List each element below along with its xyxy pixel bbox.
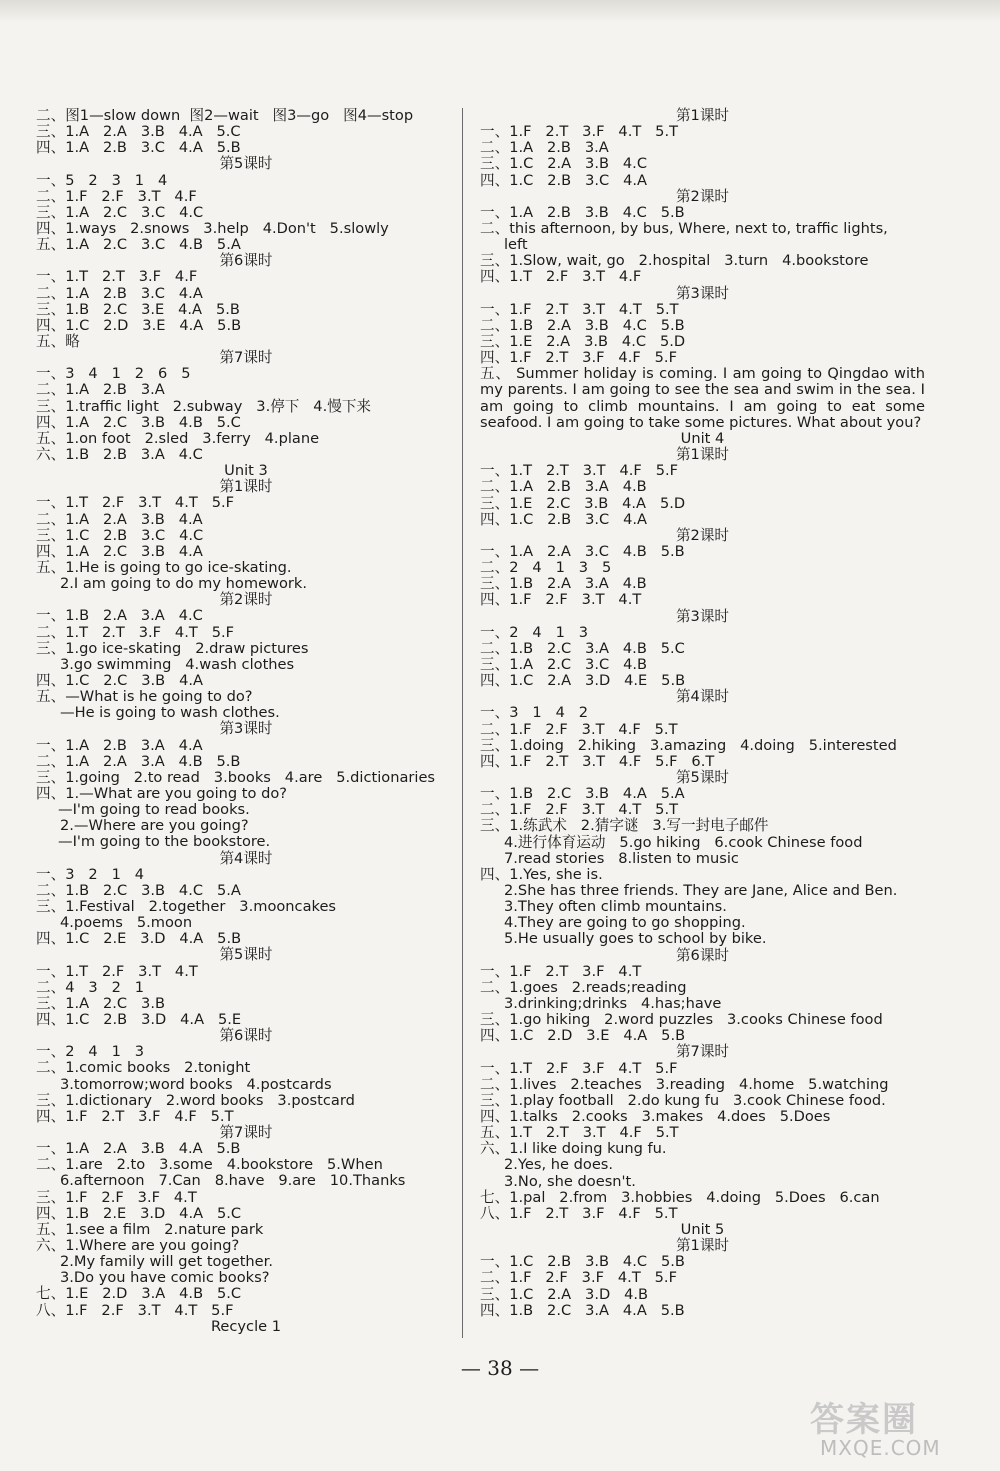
answer-line: 四、1.A 2.B 3.C 4.A 5.B <box>36 139 241 157</box>
answer-line: 一、1.F 2.T 3.T 4.T 5.T <box>480 300 679 318</box>
answer-line: 三、1.play football 2.do kung fu 3.cook Chinese food. <box>480 1091 886 1109</box>
section-heading: 第6课时 <box>219 252 273 270</box>
section-heading: 第2课时 <box>219 591 273 609</box>
answer-line: 四、1.B 2.E 3.D 4.A 5.C <box>36 1204 242 1222</box>
answer-line: 四、1.F 2.T 3.T 4.F 5.F 6.T <box>480 752 715 770</box>
section-heading: 第2课时 <box>675 187 730 205</box>
answer-line: 四、1.C 2.B 3.D 4.A 5.E <box>36 1011 242 1029</box>
answer-line: 一、1.B 2.A 3.A 4.C <box>36 607 203 625</box>
answer-line: 一、1.A 2.A 3.C 4.B 5.B <box>480 542 685 560</box>
answer-line: 四、1.Yes, she is. <box>480 865 603 883</box>
answer-line: 2.Yes, he does. <box>504 1156 614 1174</box>
answer-line: 二、2 4 1 3 5 <box>480 559 612 577</box>
answer-line: 四、1.T 2.F 3.T 4.F <box>480 268 642 286</box>
answer-line: 二、1.are 2.to 3.some 4.bookstore 5.When <box>36 1156 383 1174</box>
answer-line: 一、1.F 2.T 3.F 4.T <box>480 962 642 980</box>
column-divider <box>462 108 463 1338</box>
answer-line: 一、1.T 2.F 3.T 4.T <box>36 962 198 980</box>
section-heading: 第4课时 <box>675 688 730 706</box>
answer-line: 八、1.F 2.F 3.T 4.T 5.F <box>36 1301 234 1319</box>
answer-line: 三、1.E 2.C 3.B 4.A 5.D <box>480 494 686 512</box>
section-heading: 第2课时 <box>675 526 730 544</box>
section-heading: 第3课时 <box>675 284 730 302</box>
scan-top-edge <box>0 0 1000 22</box>
answer-line: 三、1.doing 2.hiking 3.amazing 4.doing 5.interested <box>480 736 897 754</box>
section-heading: Unit 3 <box>224 462 268 480</box>
answer-line: 3.go swimming 4.wash clothes <box>60 655 295 673</box>
answer-line: 二、1.A 2.B 3.A <box>36 381 165 399</box>
answer-line: —I'm going to the bookstore. <box>58 833 271 851</box>
section-heading: 第5课时 <box>219 946 273 964</box>
answer-line: 3.No, she doesn't. <box>504 1172 636 1190</box>
answer-line: 四、1.C 2.C 3.B 4.A <box>36 672 204 690</box>
answer-line: 五、—What is he going to do? <box>36 688 253 706</box>
section-heading: 第5课时 <box>675 768 730 786</box>
answer-line: 一、2 4 1 3 <box>480 623 589 641</box>
answer-line: 二、1.A 2.B 3.C 4.A <box>36 284 203 302</box>
answer-line: 八、1.F 2.T 3.F 4.F 5.T <box>480 1204 678 1222</box>
answer-line: 4.They are going to go shopping. <box>504 914 746 932</box>
answer-line: 四、1.talks 2.cooks 3.makes 4.does 5.Does <box>480 1107 831 1125</box>
answer-line: 一、1.T 2.F 3.F 4.T 5.F <box>480 1059 678 1077</box>
answer-line: 4.poems 5.moon <box>60 914 193 932</box>
answer-line: 二、1.B 2.C 3.B 4.C 5.A <box>36 881 241 899</box>
answer-line: 四、1.F 2.T 3.F 4.F 5.T <box>36 1107 234 1125</box>
answer-line: 五、1.on foot 2.sled 3.ferry 4.plane <box>36 429 320 447</box>
answer-line: 二、1.A 2.A 3.B 4.A <box>36 510 203 528</box>
answer-line: 六、1.B 2.B 3.A 4.C <box>36 446 203 463</box>
answer-line: 2.She has three friends. They are Jane, Alice and Ben. <box>504 881 898 899</box>
answer-line: 三、1.Slow, wait, go 2.hospital 3.turn 4.bookstore <box>480 252 869 270</box>
answer-line: 2.I am going to do my homework. <box>60 575 308 593</box>
answer-line: 五、1.see a film 2.nature park <box>36 1220 264 1238</box>
answer-line: 三、1.练武术 2.猜字谜 3.写一封电子邮件 <box>480 817 769 835</box>
answer-line: 二、1.T 2.T 3.F 4.T 5.F <box>36 623 235 641</box>
answer-line: 三、1.dictionary 2.word books 3.postcard <box>36 1091 355 1109</box>
watermark-logo-mark: 答案圈 <box>810 1400 918 1440</box>
answer-line: 三、1.go hiking 2.word puzzles 3.cooks Chinese food <box>480 1011 883 1029</box>
answer-line: —He is going to wash clothes. <box>60 704 280 722</box>
answer-line: 三、1.go ice-skating 2.draw pictures <box>36 639 309 657</box>
answer-line: 四、1.ways 2.snows 3.help 4.Don't 5.slowly <box>36 220 389 237</box>
answer-line: 五、1.A 2.C 3.C 4.B 5.A <box>36 236 241 254</box>
answer-line: 二、1.A 2.A 3.A 4.B 5.B <box>36 752 241 770</box>
answer-line: 3.tomorrow;word books 4.postcards <box>60 1075 332 1093</box>
answer-line: 2.—Where are you going? <box>60 817 249 835</box>
answer-line: 五、1.He is going to go ice-skating. <box>36 559 292 577</box>
answer-line: 三、1.B 2.C 3.E 4.A 5.B <box>36 300 240 318</box>
answer-line: 二、1.A 2.B 3.A 4.B <box>480 478 647 496</box>
answer-line: 四、1.C 2.D 3.E 4.A 5.B <box>36 316 242 334</box>
answer-line: —I'm going to read books. <box>58 801 250 819</box>
answer-line: left <box>504 236 528 254</box>
answer-line: 一、3 4 1 2 6 5 <box>36 365 191 383</box>
answer-line: 二、1.F 2.F 3.F 4.T 5.F <box>480 1269 677 1287</box>
answer-line: 三、1.A 2.C 3.C 4.B <box>480 655 648 673</box>
answer-line: 7.read stories 8.listen to music <box>504 849 739 867</box>
answer-line: 三、1.C 2.A 3.B 4.C <box>480 155 648 173</box>
section-heading: 第7课时 <box>219 349 273 367</box>
answer-line: 一、1.A 2.B 3.A 4.A <box>36 736 203 754</box>
answer-line: 三、1.A 2.C 3.C 4.C <box>36 203 204 221</box>
section-heading: 第1课时 <box>675 1237 730 1255</box>
answer-line: 一、1.T 2.T 3.T 4.F 5.F <box>480 462 679 480</box>
answer-line: 三、1.B 2.A 3.A 4.B <box>480 575 647 593</box>
section-heading: 第6课时 <box>675 946 730 964</box>
answer-line: 四、1.C 2.B 3.C 4.A <box>480 510 648 528</box>
answer-line: 一、5 2 3 1 4 <box>36 171 168 189</box>
answer-line: 五、略 <box>36 333 80 350</box>
answer-line: 三、1.A 2.A 3.B 4.A 5.C <box>36 123 241 141</box>
answer-line: 二、1.B 2.A 3.B 4.C 5.B <box>480 316 685 334</box>
answer-line: 一、1.T 2.F 3.T 4.T 5.F <box>36 494 235 512</box>
section-heading: 第1课时 <box>219 478 273 496</box>
answer-line: 四、1.F 2.F 3.T 4.T <box>480 591 642 609</box>
answer-line: 四、1.F 2.T 3.F 4.F 5.F <box>480 349 677 367</box>
answer-line: 4.进行体育运动 5.go hiking 6.cook Chinese food <box>504 833 863 851</box>
answer-line: 五、 Summer holiday is coming. I am going to Qingdao with my parents. I am going to see the sea and swim in the sea. I am going to climb mountains. I am going to eat some seafood. I am going to take some pictures. What about you? <box>480 365 925 431</box>
answer-line: 6.afternoon 7.Can 8.have 9.are 10.Thanks <box>60 1172 406 1190</box>
answer-line: 二、1.F 2.F 3.T 4.T 5.T <box>480 801 679 819</box>
answer-line: 二、1.F 2.F 3.T 4.F <box>36 187 197 205</box>
answer-line: 四、1.C 2.B 3.C 4.A <box>480 171 648 189</box>
answer-line: 二、1.lives 2.teaches 3.reading 4.home 5.watching <box>480 1075 889 1093</box>
answer-column-left <box>36 108 456 1335</box>
answer-line: 一、3 1 4 2 <box>480 704 589 722</box>
answer-line: 四、1.C 2.D 3.E 4.A 5.B <box>480 1027 686 1045</box>
section-heading: 第3课时 <box>675 607 730 625</box>
answer-line: 三、1.Festival 2.together 3.mooncakes <box>36 898 337 916</box>
section-heading: 第1课时 <box>675 107 730 124</box>
answer-line: 3.drinking;drinks 4.has;have <box>504 994 722 1012</box>
section-heading: 第1课时 <box>675 446 730 464</box>
answer-line: 一、1.A 2.A 3.B 4.A 5.B <box>36 1140 241 1158</box>
section-heading: 第3课时 <box>219 720 273 738</box>
answer-line: 四、1.—What are you going to do? <box>36 785 288 803</box>
answer-line: 5.He usually goes to school by bike. <box>504 930 767 948</box>
answer-line: 四、1.A 2.C 3.B 4.B 5.C <box>36 413 241 431</box>
answer-line: 二、4 3 2 1 <box>36 978 145 996</box>
answer-line: 二、1.F 2.F 3.T 4.F 5.T <box>480 720 678 738</box>
answer-column-right <box>480 108 925 1319</box>
section-heading: 第6课时 <box>219 1027 273 1045</box>
answer-line: 三、1.F 2.F 3.F 4.T <box>36 1188 197 1206</box>
answer-line: 3.They often climb mountains. <box>504 898 727 916</box>
section-heading: Recycle 1 <box>210 1317 282 1335</box>
answer-line: 四、1.B 2.C 3.A 4.A 5.B <box>480 1301 685 1319</box>
section-heading: 第7课时 <box>675 1043 730 1061</box>
answer-line: 三、1.C 2.B 3.C 4.C <box>36 526 204 544</box>
answer-line: 四、1.C 2.E 3.D 4.A 5.B <box>36 930 242 948</box>
answer-line: 一、1.A 2.B 3.B 4.C 5.B <box>480 203 685 221</box>
answer-line: 四、1.C 2.A 3.D 4.E 5.B <box>480 672 686 690</box>
answer-line: 六、1.Where are you going? <box>36 1237 240 1255</box>
answer-line: 二、1.B 2.C 3.A 4.B 5.C <box>480 639 685 657</box>
section-heading: 第4课时 <box>219 849 273 867</box>
answer-line: 五、1.T 2.T 3.T 4.F 5.T <box>480 1124 679 1142</box>
section-heading: 第7课时 <box>219 1124 273 1142</box>
watermark-site-text: MXQE.COM <box>820 1436 941 1460</box>
answer-line: 一、1.C 2.B 3.B 4.C 5.B <box>480 1253 685 1271</box>
section-heading: 第5课时 <box>219 155 273 173</box>
answer-line: 一、1.B 2.C 3.B 4.A 5.A <box>480 785 685 803</box>
answer-line: 四、1.A 2.C 3.B 4.A <box>36 542 203 560</box>
answer-line: 一、2 4 1 3 <box>36 1043 145 1061</box>
answer-line: 三、1.E 2.A 3.B 4.C 5.D <box>480 333 686 351</box>
answer-line: 一、1.T 2.T 3.F 4.F <box>36 268 198 286</box>
answer-line: 一、1.F 2.T 3.F 4.T 5.T <box>480 123 679 141</box>
answer-line: 3.Do you have comic books? <box>60 1269 270 1287</box>
page-number: — 38 — <box>460 1356 540 1380</box>
answer-line: 二、1.goes 2.reads;reading <box>480 978 687 996</box>
answer-line: 三、1.traffic light 2.subway 3.停下 4.慢下来 <box>36 397 372 415</box>
answer-line: 二、1.A 2.B 3.A <box>480 139 609 157</box>
answer-line: 七、1.E 2.D 3.A 4.B 5.C <box>36 1285 242 1303</box>
answer-line: 二、图1—slow down 图2—wait 图3—go 图4—stop <box>36 107 414 124</box>
answer-line: 三、1.going 2.to read 3.books 4.are 5.dictionaries <box>36 768 436 786</box>
answer-line: 二、1.comic books 2.tonight <box>36 1059 251 1077</box>
section-heading: Unit 5 <box>680 1220 725 1238</box>
answer-line: 六、1.I like doing kung fu. <box>480 1140 667 1158</box>
answer-line: 2.My family will get together. <box>60 1253 273 1271</box>
answer-line: 七、1.pal 2.from 3.hobbies 4.doing 5.Does 6.can <box>480 1188 880 1206</box>
answer-line: 三、1.A 2.C 3.B <box>36 994 165 1012</box>
answer-line: 一、3 2 1 4 <box>36 865 145 883</box>
answer-line: 二、this afternoon, by bus, Where, next to, traffic lights, <box>480 220 888 238</box>
answer-line: 三、1.C 2.A 3.D 4.B <box>480 1285 649 1303</box>
watermark-logo <box>790 1392 990 1464</box>
section-heading: Unit 4 <box>680 429 725 447</box>
